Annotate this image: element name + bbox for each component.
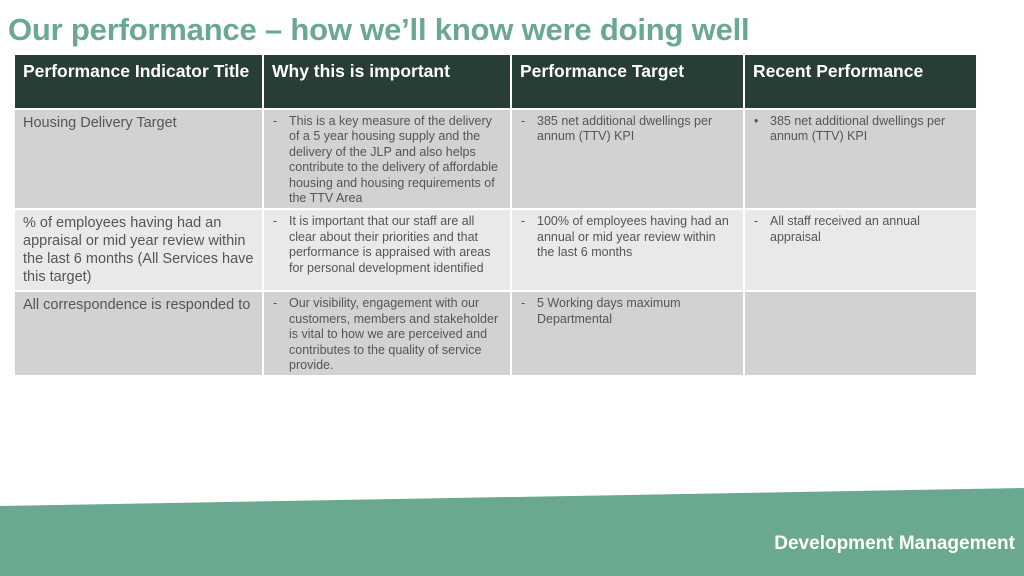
- dash-marker: -: [754, 214, 759, 229]
- table-row: [15, 109, 977, 209]
- header-indicator-title: Performance Indicator Title: [15, 55, 263, 109]
- recent-cell: [744, 291, 977, 376]
- footer-label: Development Management: [774, 533, 1015, 554]
- why-text: It is important that our staff are all clear about their priorities and that performance is appraised with areas for personal development identified: [289, 214, 491, 275]
- recent-text: 385 net additional dwellings per annum (TTV) KPI: [770, 114, 946, 144]
- why-cell: [263, 291, 511, 376]
- indicator-cell: Housing Delivery Target: [15, 109, 263, 209]
- header-why-important: Why this is important: [263, 55, 511, 109]
- dash-marker: -: [521, 114, 526, 128]
- footer-band: [0, 488, 1024, 576]
- recent-text: All staff received an annual appraisal: [770, 214, 920, 244]
- why-text: Our visibility, engagement with our customers, members and stakeholder is vital to how we are perceived and contributes to the quality of service provide.: [289, 296, 499, 373]
- why-cell: [263, 109, 511, 209]
- why-cell: [263, 209, 511, 291]
- indicator-cell: All correspondence is responded to: [15, 291, 263, 376]
- table-row: [15, 209, 977, 291]
- why-text: This is a key measure of the delivery of a 5 year housing supply and the delivery of the JLP and also helps contribute to the delivery of affordable housing and housing requirements of the TTV Area: [289, 114, 498, 206]
- target-cell: [511, 109, 744, 209]
- indicator-cell: % of employees having had an appraisal or mid year review within the last 6 months (All Services have this target): [15, 209, 263, 291]
- target-text: 100% of employees having had an annual or mid year review within the last 6 months: [537, 214, 729, 260]
- dash-marker: -: [273, 296, 278, 311]
- page-title: Our performance – how we’ll know were doing well: [8, 12, 750, 47]
- dash-marker: -: [521, 214, 526, 229]
- recent-cell: [744, 209, 977, 291]
- target-cell: [511, 209, 744, 291]
- dash-marker: -: [521, 296, 526, 311]
- table-header-row: [15, 55, 977, 109]
- table-row: [15, 291, 977, 376]
- header-performance-target: Performance Target: [511, 55, 744, 109]
- target-text: 5 Working days maximum Departmental: [537, 296, 681, 326]
- dash-marker: -: [273, 114, 278, 128]
- bullet-marker: •: [754, 114, 759, 128]
- target-text: 385 net additional dwellings per annum (TTV) KPI: [537, 114, 713, 144]
- performance-table: [15, 55, 978, 377]
- header-recent-performance: Recent Performance: [744, 55, 977, 109]
- dash-marker: -: [273, 214, 278, 229]
- recent-cell: [744, 109, 977, 209]
- footer-shape: [0, 488, 1024, 576]
- target-cell: [511, 291, 744, 376]
